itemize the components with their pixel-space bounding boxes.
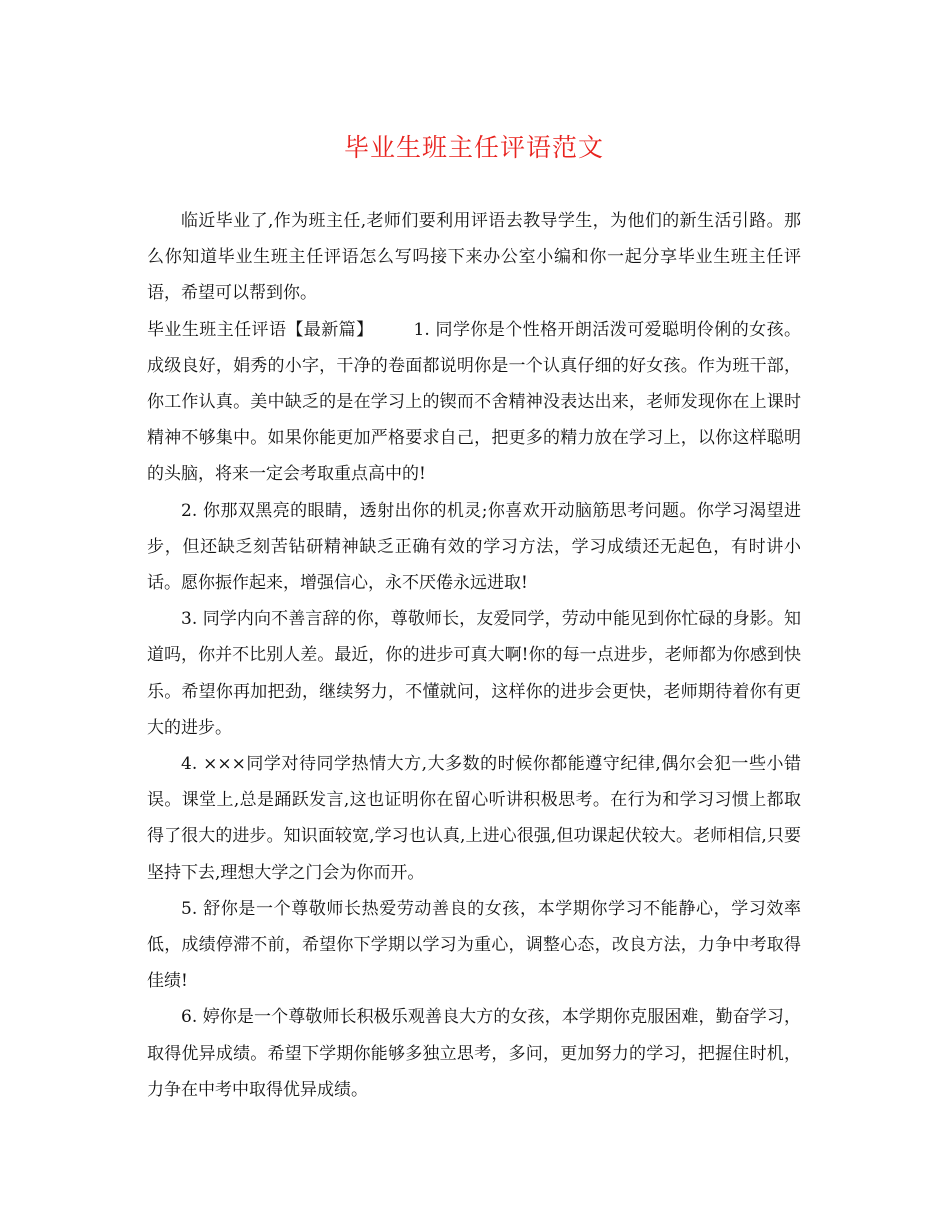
document-page <box>147 128 801 1108</box>
comment-item-1: 1. 同学你是个性格开朗活泼可爱聪明伶俐的女孩。成级良好，娟秀的小字，干净的卷面都说明你是一个认真仔细的好女孩。作为班干部，你工作认真。美中缺乏的是在学习上的锲而不舍精神没表达出来，老师发现你在上课时精神不够集中。如果你能更加严格要求自己，把更多的精力放在学习上，以你这样聪明的头脑，将来一定会考取重点高中的! <box>147 319 802 485</box>
comment-item-4: 4. ×××同学对待同学热情大方,大多数的时候你都能遵守纪律,偶尔会犯一些小错误。课堂上,总是踊跃发言,这也证明你在留心听讲积极思考。在行为和学习习惯上都取得了很大的进步。知识面较宽,学习也认真,上进心很强,但功课起伏较大。老师相信,只要坚持下去,理想大学之门会为你而开。 <box>147 754 801 883</box>
comment-item-6: 6. 婷你是一个尊敬师长积极乐观善良大方的女孩，本学期你克服困难，勤奋学习，取得优异成绩。希望下学期你能够多独立思考，多问，更加努力的学习，把握住时机，力争在中考中取得优异成绩。 <box>147 1007 801 1100</box>
comment-item-3: 3. 同学内向不善言辞的你，尊敬师长，友爱同学，劳动中能见到你忙碌的身影。知道吗，你并不比别人差。最近，你的进步可真大啊!你的每一点进步，老师都为你感到快乐。希望你再加把劲，继续努力，不懂就问，这样你的进步会更快，老师期待着你有更大的进步。 <box>147 609 801 738</box>
section-heading: 毕业生班主任评语【最新篇】 <box>147 319 374 340</box>
section-paragraph-1 <box>147 312 801 493</box>
intro-paragraph: 临近毕业了,作为班主任,老师们要利用评语去教导学生，为他们的新生活引路。那么你知道毕业生班主任评语怎么写吗接下来办公室小编和你一起分享毕业生班主任评语，希望可以帮到你。 <box>147 211 801 304</box>
comment-item-5: 5. 舒你是一个尊敬师长热爱劳动善良的女孩，本学期你学习不能静心，学习效率低，成绩停滞不前，希望你下学期以学习为重心，调整心态，改良方法，力争中考取得佳绩! <box>147 898 801 992</box>
document-title: 毕业生班主任评语范文 <box>343 133 604 162</box>
comment-item-2: 2. 你那双黑亮的眼睛，透射出你的机灵;你喜欢开动脑筋思考问题。你学习渴望进步，但还缺乏刻苦钻研精神缺乏正确有效的学习方法，学习成绩还无起色，有时讲小话。愿你振作起来，增强信心，永不厌倦永远进取! <box>147 500 801 594</box>
